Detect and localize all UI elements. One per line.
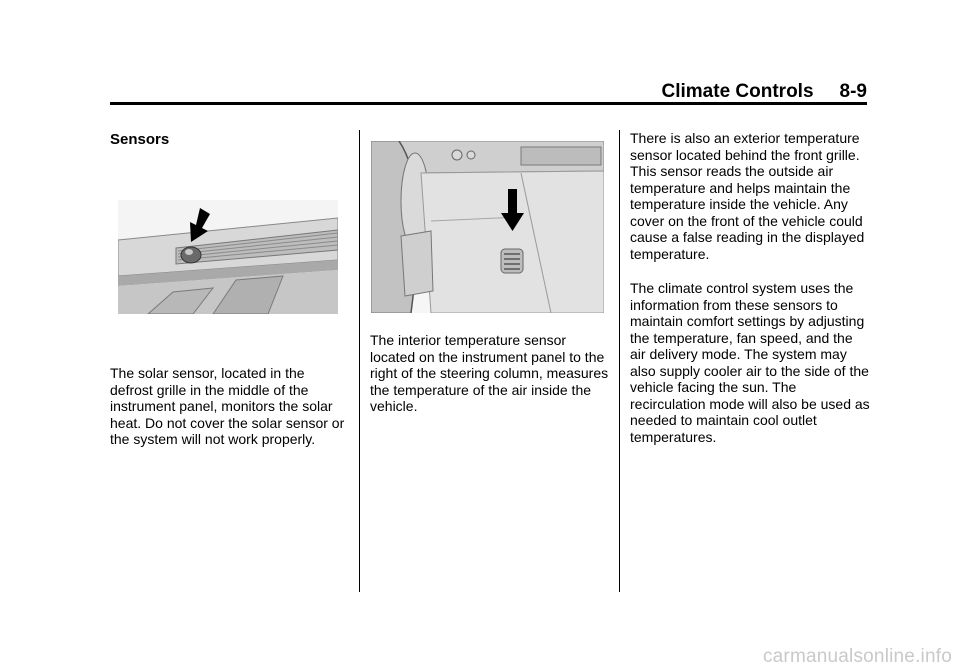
header-rule	[110, 102, 867, 105]
solar-sensor-illustration	[118, 200, 338, 314]
column-divider-1	[359, 130, 360, 592]
page-header	[110, 80, 867, 104]
column-divider-2	[619, 130, 620, 592]
section-title-header: Climate Controls	[661, 81, 814, 102]
exterior-sensor-text: There is also an exterior temperature sensor located behind the front grille. This sensor reads the outside air temperature and helps maintain the temperature inside the vehicle. Any cover on the front of the vehicle could cause a false reading in the displayed temperature.	[630, 130, 865, 262]
interior-sensor-text: The interior temperature sensor located on the instrument panel to the right of the steering column, measures the temperature of the air inside the vehicle.	[370, 332, 609, 414]
sensors-heading: Sensors	[110, 131, 170, 148]
page-number: 8-9	[839, 81, 867, 102]
climate-system-text: The climate control system uses the information from these sensors to maintain comfort settings by adjusting the temperature, fan speed, and the air delivery mode. The system may also supply cooler air to the side of the vehicle facing the sun. The recirculation mode will also be used as needed to maintain cool outlet temperatures.	[630, 280, 870, 445]
watermark: carmanualsonline.info	[762, 646, 952, 667]
solar-sensor-text: The solar sensor, located in the defrost grille in the middle of the instrument panel, monitors the solar heat. Do not cover the solar sensor or the system will not work properly.	[110, 365, 345, 447]
interior-sensor-illustration	[371, 141, 604, 313]
